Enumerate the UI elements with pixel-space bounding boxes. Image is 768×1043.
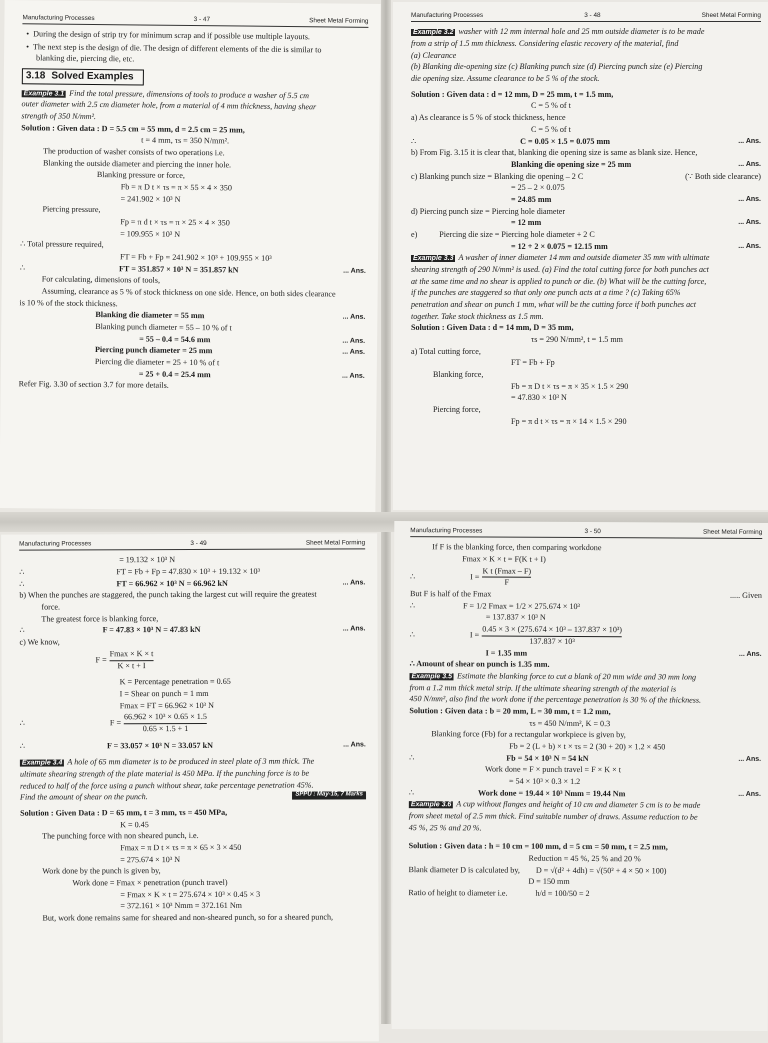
example-text-line: penetration and shear on punch 1 mm, what will be the cutting force if both punches act — [411, 299, 696, 309]
text-line: C = 5 % of t — [531, 101, 571, 111]
equation: K = Percentage penetration = 0.65 — [119, 677, 231, 687]
page-header — [410, 527, 762, 539]
equation: Ratio of height to diameter i.e. h/d = 100/50 = 2 — [408, 888, 590, 898]
answer-row: ∴ F = 47.83 × 10³ N = 47.83 kN ... Ans. — [19, 625, 366, 636]
solution-given: Solution : Given data : d = 12 mm, D = 25 mm, t = 1.5 mm, — [411, 89, 614, 99]
example-text-line: 450 N/mm², also find the work done if the percentage penetration is 30 % of the thickness. — [409, 694, 702, 705]
answer-row: ∴ FT = 351.857 × 10³ N = 351.857 kN ... Ans. — [19, 262, 366, 275]
text-line: ∴ FT = Fb + Fp = 47.830 × 10³ + 19.132 × 10³ — [19, 566, 261, 577]
text-row: c) Blanking punch size = Blanking die opening – 2 C (∵ Both side clearance) — [411, 171, 761, 181]
answer-row: = 12 mm ... Ans. — [511, 218, 761, 228]
example-label: Example 3.3 — [413, 255, 454, 263]
text-line: The punching force with non sheared punch, i.e. — [42, 831, 199, 841]
equation: = 241.902 × 10³ N — [120, 193, 181, 204]
example-text-line: (a) Clearance — [411, 50, 457, 60]
text-line: C = 5 % of t — [531, 124, 571, 134]
answer-row: = 24.85 mm ... Ans. — [511, 194, 761, 204]
equation: Work done = F × punch travel = F × K × t — [485, 764, 621, 775]
fraction: ∴ F = $\frac{\text{66.962 × 10³ × 0.65 × 1.5}}{0.65 \times 1.5 + 1}$ — [19, 712, 207, 734]
example-text-line: outer diameter with 2.5 cm diameter hole, from a material of 4 mm thickness, having shear — [21, 99, 317, 112]
text-line: b) When the punches are staggered, the punch taking the largest cut will require the greatest — [19, 590, 317, 601]
answer-row: = 12 + 2 × 0.075 = 12.15 mm ... Ans. — [511, 241, 761, 251]
header-page-number: 3 - 47 — [193, 16, 211, 24]
example-text-line: strength of 350 N/mm². — [21, 111, 97, 122]
equation: FT = Fb + Fp — [511, 358, 555, 368]
example-statement: Example 3.1 Find the total pressure, dimensions of tools to produce a washer of 5.5 cm — [23, 88, 310, 100]
section-heading: 3.18 Solved Examples — [22, 69, 144, 85]
equation: = 47.830 × 10³ N — [511, 393, 567, 403]
example-text-line: from a 1.2 mm thick metal strip. If the ultimate shearing strength of the material is — [409, 682, 677, 694]
equation: = 25 – 2 × 0.075 — [511, 183, 565, 193]
header-chapter: Sheet Metal Forming — [309, 17, 369, 25]
answer-row: Piercing punch diameter = 25 mm ... Ans. — [94, 345, 366, 357]
text-line: τs = 290 N/mm², t = 1.5 mm — [531, 334, 623, 344]
text-line: a) As clearance is 5 % of stock thickness, hence — [411, 113, 566, 123]
header-page-number: 3 - 49 — [190, 539, 207, 547]
text-line: Blanking the outside diameter and piercing the inner hole. — [42, 158, 232, 170]
answer-row: ∴ Work done = 19.44 × 10³ Nmm = 19.44 Nm ... Ans. — [408, 787, 761, 798]
equation: = 54 × 10³ × 0.3 × 1.2 — [508, 776, 581, 786]
answer-row: Blanking die diameter = 55 mm ... Ans. — [95, 310, 366, 322]
text-line: ∴ Amount of shear on punch is 1.35 mm. — [409, 659, 550, 670]
text-row: But F is half of the Fmax ..... Given — [409, 589, 762, 601]
text-line: Blanking force (Fb) for a rectangular workpiece is given by, — [431, 729, 626, 740]
text-line: Blanking punch diameter = 55 – 10 % of t — [95, 322, 232, 333]
example-label: Example 3.6 — [410, 801, 452, 809]
page-3-48 — [393, 2, 768, 510]
text-line: force. — [41, 602, 61, 612]
header-chapter: Sheet Metal Forming — [701, 12, 761, 19]
text-line: Assuming, clearance as 5 % of stock thickness on one side. Hence, on both sides clearance — [41, 286, 336, 299]
text-line: Piercing force, — [433, 404, 481, 414]
equation: Work done = Fmax × penetration (punch travel) — [72, 877, 228, 888]
header-page-number: 3 - 50 — [584, 528, 601, 536]
example-statement: Example 3.2 washer with 12 mm internal hole and 25 mm outside diameter is to be made — [413, 27, 705, 37]
text-line: c) We know, — [19, 637, 60, 647]
text-line: For calculating, dimensions of tools, — [41, 274, 161, 286]
equation: Fp = π d t × τs = π × 25 × 4 × 350 — [120, 217, 230, 228]
text-line: The greatest force is blanking force, — [41, 613, 159, 624]
equation: = 137.837 × 10³ N — [485, 612, 546, 623]
example-statement: Example 3.5 Estimate the blanking force to cut a blank of 20 mm wide and 30 mm long — [411, 671, 697, 682]
page-3-49 — [1, 533, 379, 1042]
equation: ∴ F = 1/2 Fmax = 1/2 × 275.674 × 10³ — [409, 600, 581, 611]
fraction: ∴ I = K t (Fmax – F) F — [410, 566, 532, 588]
bullet-item: • The next step is the design of die. The design of different elements of the die is similar to blanking die, piercing die, etc. — [26, 42, 322, 64]
page-3-50 — [392, 521, 768, 1031]
text-line: Blanking pressure or force, — [96, 170, 185, 181]
example-text-line: ultimate shearing strength of the plate material is 450 MPa. If the punching force is to be — [19, 768, 310, 779]
exam-badge: SPPU : May-15, 7 Marks — [292, 792, 366, 800]
text-line: a) Total cutting force, — [411, 346, 481, 356]
example-statement: Example 3.3 A washer of inner diameter 14 mm and outside diameter 35 mm with ultimate — [413, 253, 710, 263]
header-chapter: Sheet Metal Forming — [702, 528, 763, 536]
example-text-line: shearing strength of 290 N/mm² is used. (a) Find the total cutting force for both punches act — [411, 264, 709, 274]
example-text-line: reduced to half of the force using a punch without shear, take percentage penetration 45%. — [19, 780, 314, 791]
header-book-title: Manufacturing Processes — [411, 12, 484, 19]
text-line: Blanking force, — [433, 369, 484, 379]
text-line: τs = 450 N/mm², K = 0.3 — [529, 718, 611, 728]
example-text-line: die opening size. Assume clearance to be 5 % of the stock. — [411, 74, 600, 84]
example-text-line: at the same time and no shear is applied to punch or die. (b) What will be the cutting force, — [411, 276, 707, 286]
equation: = Fmax × K × t = 275.674 × 10³ × 0.45 × 3 — [120, 889, 261, 899]
text-line: is 10 % of the stock thickness. — [19, 297, 118, 308]
example-label: Example 3.4 — [21, 759, 63, 767]
page-header — [19, 539, 365, 551]
answer-row: = 25 + 0.4 = 25.4 mm ... Ans. — [138, 369, 365, 380]
header-book-title: Manufacturing Processes — [22, 14, 95, 22]
header-chapter: Sheet Metal Forming — [305, 539, 366, 547]
text-line: But, work done remains same for sheared and non-sheared punch, so for a sheared punch, — [42, 912, 334, 923]
text-line: b) From Fig. 3.15 it is clear that, blanking die opening size is same as blank size. Hence, — [411, 148, 698, 158]
equation: Fp = π d t × τs = π × 14 × 1.5 × 290 — [511, 416, 627, 426]
equation: Fmax = FT = 66.962 × 10³ N — [119, 700, 214, 710]
text-line: Piercing die diameter = 25 + 10 % of t — [94, 357, 220, 368]
text-line: t = 4 mm, τs = 350 N/mm². — [141, 135, 230, 146]
answer-row: I = 1.35 mm ... Ans. — [485, 647, 762, 658]
equation: Fmax × K × t = F(K t + I) — [462, 554, 546, 564]
solution-given: Solution : Given data : b = 20 mm, L = 30 mm, t = 1.2 mm, — [409, 705, 611, 717]
example-statement: Example 3.4 A hole of 65 mm diameter is to be produced in steel plate of 3 mm thick. The — [21, 756, 315, 767]
page-header — [411, 12, 761, 22]
equation: Blank diameter D is calculated by, D = √(d² + 4dh) = √(50² + 4 × 50 × 100) — [408, 864, 667, 876]
header-page-number: 3 - 48 — [584, 12, 601, 19]
equation: = 109.955 × 10³ N — [120, 228, 181, 239]
text-line: K = 0.45 — [120, 819, 149, 829]
example-text-line: from sheet metal of 2.5 mm thick. Find suitable number of draws. Assume reduction to be — [408, 811, 698, 822]
equation: = 275.674 × 10³ N — [120, 854, 181, 864]
text-line: e) Piercing die size = Piercing hole diameter + 2 C — [411, 229, 595, 239]
equation: I = Shear on punch = 1 mm — [119, 688, 209, 699]
text-line: Reduction = 45 %, 25 % and 20 % — [528, 853, 641, 864]
page-header — [22, 14, 368, 28]
equation: FT = Fb + Fp = 241.902 × 10³ + 109.955 × 10³ — [119, 252, 272, 263]
equation: = 19.132 × 10³ N — [119, 555, 176, 565]
equation: Fmax = π D t × τs = π × 65 × 3 × 450 — [120, 842, 242, 853]
text-line: d) Piercing punch size = Piercing hole diameter — [411, 206, 566, 216]
equation: Fb = π D t × τs = π × 35 × 1.5 × 290 — [511, 381, 629, 391]
equation: = 372.161 × 10³ Nmm = 372.161 Nm — [120, 901, 243, 911]
equation: Fb = 2 (L + b) × t × τs = 2 (30 + 20) × 1.2 × 450 — [509, 741, 666, 752]
answer-row: ∴ C = 0.05 × 1.5 = 0.075 mm ... Ans. — [411, 136, 761, 146]
text-line: If F is the blanking force, then comparing workdone — [432, 542, 602, 553]
bullet-item: • During the design of strip try for minimum scrap and if possible use multiple layouts. — [26, 29, 310, 42]
text-line: Piercing pressure, — [42, 204, 101, 215]
answer-row: ∴ F = 33.057 × 10³ N = 33.057 kN ... Ans. — [19, 740, 366, 751]
answer-row: ∴ Fb = 54 × 10³ N = 54 kN ... Ans. — [409, 752, 762, 763]
answer-row: ∴ FT = 66.962 × 10³ N = 66.962 kN ... Ans. — [19, 578, 366, 589]
text-line: ∴ Total pressure required, — [20, 239, 104, 250]
example-statement: Example 3.6 A cup without flanges and height of 10 cm and diameter 5 cm is to be made — [410, 799, 701, 810]
equation: D = 150 mm — [528, 876, 570, 887]
solution-given: Solution : Given Data : d = 14 mm, D = 35 mm, — [411, 323, 574, 333]
solution-given: Solution : Given data : h = 10 cm = 100 mm, d = 5 cm = 50 mm, t = 2.5 mm, — [408, 841, 668, 852]
example-text-line: 45 %, 25 % and 20 %. — [408, 822, 482, 833]
equation: Fb = π D t × τs = π × 55 × 4 × 350 — [120, 182, 232, 193]
example-label: Example 3.5 — [411, 672, 453, 681]
example-text-line: if the punches are staggered so that only one punch acts at a time ? (c) Taking 65% — [411, 288, 681, 298]
fraction: ∴ I = $\frac{\text{0.45 × 3 × (275.674 × 10³ – 137.837 × 10³)}}{\text{137.837 × 10³}}$ — [409, 624, 623, 646]
example-text-line: from a strip of 1.5 mm thickness. Considering elastic recovery of the material, find — [411, 39, 679, 49]
fraction: F = Fmax × K × t K × t + I — [95, 648, 154, 670]
text-line: The production of washer consists of two operations i.e. — [43, 146, 225, 158]
answer-row: = 55 – 0.4 = 54.6 mm ... Ans. — [139, 334, 366, 345]
example-label: Example 3.2 — [413, 29, 454, 37]
solution-given: Solution : Given data : D = 5.5 cm = 55 mm, d = 2.5 cm = 25 mm, — [21, 122, 245, 135]
example-label: Example 3.1 — [23, 89, 65, 98]
solution-given: Solution : Given Data : D = 65 mm, t = 3 mm, τs = 450 MPa, — [20, 807, 228, 818]
answer-row: Blanking die opening size = 25 mm ... Ans. — [511, 159, 761, 169]
example-text-line: (b) Blanking die-opening size (c) Blanking punch size (d) Piercing punch size (e) Piercing — [411, 62, 703, 72]
header-book-title: Manufacturing Processes — [410, 527, 483, 535]
text-line: Work done by the punch is given by, — [42, 866, 161, 876]
example-text-line: Find the amount of shear on the punch. SPPU : May-15, 7 Marks — [20, 792, 366, 804]
header-book-title: Manufacturing Processes — [19, 540, 92, 548]
text-line: Refer Fig. 3.30 of section 3.7 for more details. — [18, 379, 169, 391]
page-3-47 — [0, 0, 381, 512]
example-text-line: together. Take stock thickness as 1.5 mm. — [411, 311, 544, 321]
